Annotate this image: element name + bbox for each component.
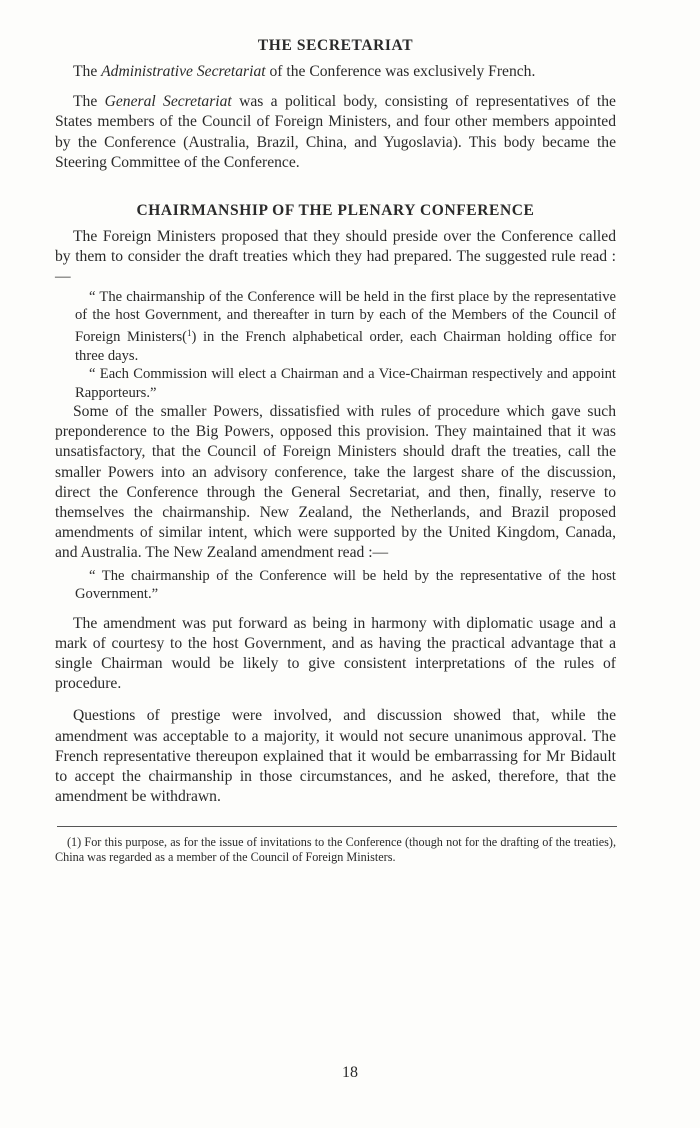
section-heading-chairmanship: CHAIRMANSHIP OF THE PLENARY CONFERENCE <box>136 202 535 220</box>
paragraph-general-secretariat <box>55 92 616 173</box>
quote-nz-amendment: “ The chairmanship of the Conference will be held by the representative of the host Government.” <box>75 567 616 603</box>
quoted-rule <box>55 288 616 402</box>
footnote-marker: (1) <box>67 835 82 850</box>
text-run: “ The chairmanship of the Conference will be held in the first place by the representative of the host Government, and thereafter in turn by each of the Members of the Council of Foreign Ministers( <box>75 288 616 346</box>
quote-chairmanship-rule <box>75 288 616 366</box>
text-run: was a political body, consisting of representatives of the States members of the Council of Foreign Ministers, and four other members appointed by the Conference (Australia, Brazil, China, and Yugoslavia). This body became the Steering Committee of the Conference. <box>55 93 616 171</box>
paragraph-administrative-secretariat <box>55 62 616 82</box>
footnote-divider <box>57 826 617 827</box>
paragraph-prestige: Questions of prestige were involved, and discussion showed that, while the amendment was acceptable to a majority, it would not secure unanimous approval. The French representative thereupon explained that it would be embarrassing for Mr Bidault to accept the chairmanship in those circumstances, and he asked, therefore, that the amendment be withdrawn. <box>55 707 616 806</box>
paragraph-smaller-powers: Some of the smaller Powers, dissatisfied with rules of procedure which gave such preponderence to the Big Powers, opposed this provision. They maintained that it was unsatisfactory, that the Council of Foreign Ministers should draft the treaties, call the smaller Powers into an advisory conference, take the largest share of the discussion, direct the Conference through the General Secretariat, and then, finally, reserve to themselves the chairmanship. New Zealand, the Netherlands, and Brazil proposed amendments of similar intent, which were supported by the United Kingdom, Canada, and Australia. The New Zealand amendment read :— <box>55 403 616 562</box>
paragraph-proposal: The Foreign Ministers proposed that they should preside over the Conference called by them to consider the draft treaties which they had prepared. The suggested rule read :— <box>55 228 616 286</box>
text-run: ) in the French alphabetical order, each Chairman holding office for three days. <box>75 329 616 364</box>
quoted-amendment <box>55 567 616 604</box>
italic-term: Administrative Secretariat <box>101 63 266 80</box>
footnote-reference: 1 <box>187 328 192 339</box>
italic-term: General Secretariat <box>104 93 232 111</box>
footnote <box>55 835 616 864</box>
text-run: The <box>73 93 105 111</box>
paragraph-amendment-rationale: The amendment was put forward as being in harmony with diplomatic usage and a mark of courtesy to the host Government, and as having the practical advantage that a single Chairman would be likely to give consistent interpretations of the rules of procedure. <box>55 614 616 693</box>
quote-commission-rule: “ Each Commission will elect a Chairman and a Vice-Chairman respectively and appoint Rapporteurs.” <box>75 366 616 401</box>
section-heading-secretariat: THE SECRETARIAT <box>257 37 414 54</box>
footnote-text <box>55 835 616 864</box>
page-number: 18 <box>342 1064 358 1081</box>
text-run: For this purpose, as for the issue of invitations to the Conference (though not for the drafting of the treaties), China was regarded as a member of the Council of Foreign Ministers. <box>55 835 616 864</box>
text-run: of the Conference was exclusively French. <box>265 63 536 80</box>
text-run: The <box>73 63 102 80</box>
